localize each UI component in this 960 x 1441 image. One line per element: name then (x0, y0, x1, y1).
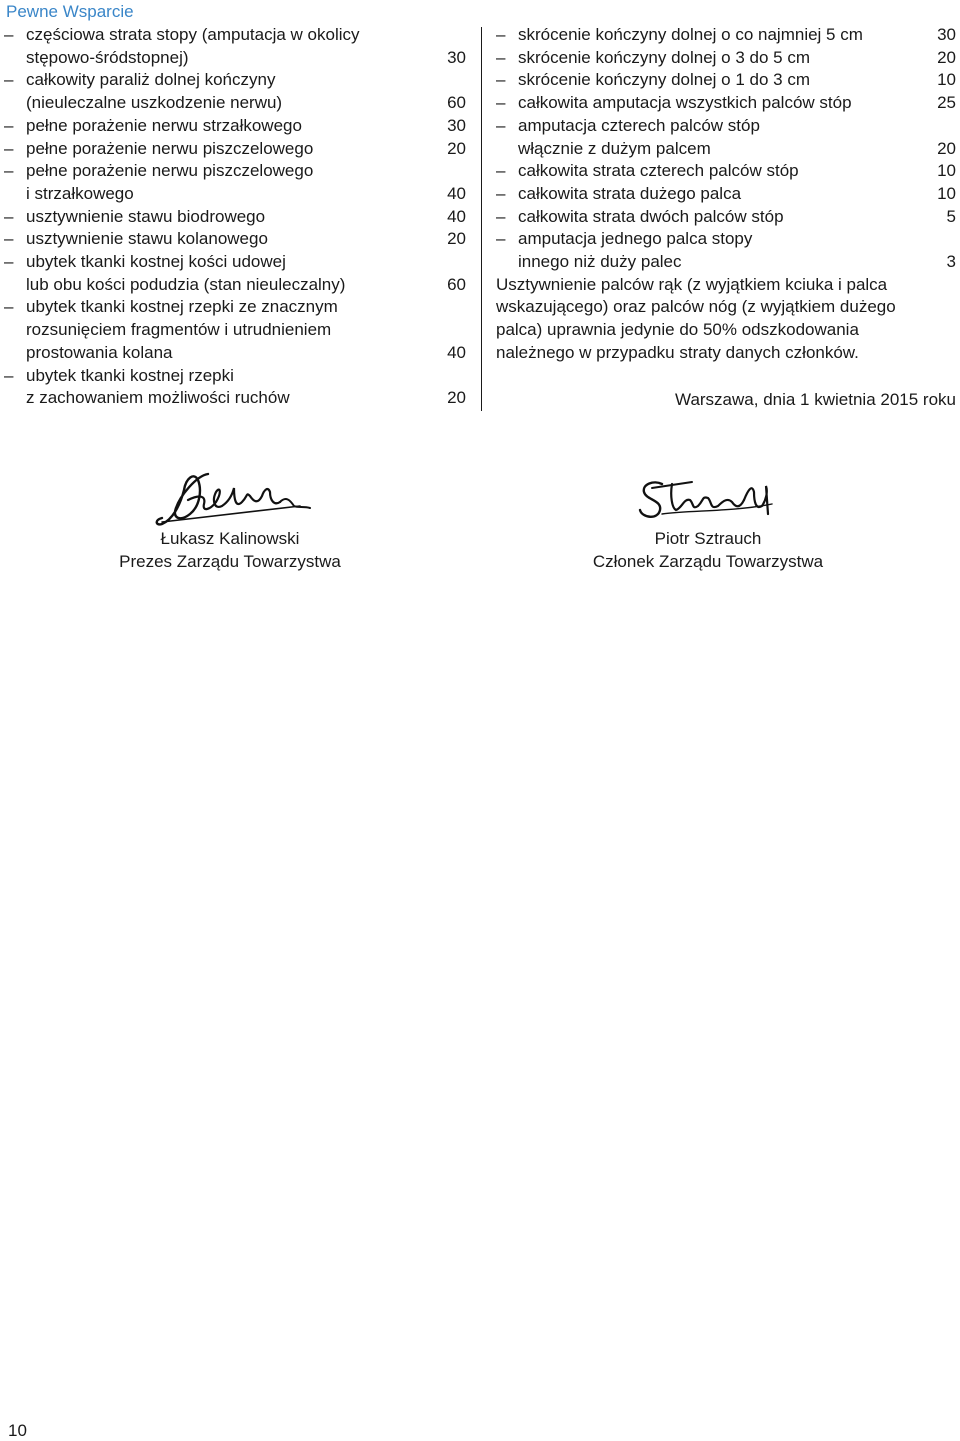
item-value: 3 (946, 252, 956, 272)
list-item (4, 115, 466, 138)
item-text: z zachowaniem możliwości ruchów (26, 388, 290, 408)
item-value: 10 (937, 70, 956, 90)
dash-bullet: – (496, 115, 506, 135)
list-item (4, 365, 466, 410)
dash-bullet: – (496, 70, 506, 90)
dash-bullet: – (496, 161, 506, 181)
item-text: włącznie z dużym palcem (518, 138, 711, 158)
right-column (496, 24, 956, 365)
item-value: 5 (946, 206, 956, 226)
list-item (496, 160, 956, 183)
list-item (496, 69, 956, 92)
item-text: lub obu kości podudzia (stan nieuleczalny) (26, 274, 346, 294)
item-text: skrócenie kończyny dolnej o 1 do 3 cm (518, 70, 810, 90)
item-value: 60 (447, 274, 466, 294)
signer-name: Piotr Sztrauch (654, 529, 762, 548)
signer-title: Prezes Zarządu Towarzystwa (119, 551, 341, 571)
dash-bullet: – (496, 183, 506, 203)
list-item (496, 228, 956, 273)
dash-bullet: – (4, 206, 14, 226)
list-item (4, 296, 466, 364)
signer-sztrauch (558, 528, 858, 573)
dash-bullet: – (496, 206, 506, 226)
list-item (4, 160, 466, 205)
item-text: ubytek tkanki kostnej rzepki ze znacznym (26, 297, 338, 317)
item-value: 25 (937, 93, 956, 113)
item-text: amputacja czterech palców stóp (518, 115, 760, 135)
list-item (4, 251, 466, 296)
stiffening-note (496, 274, 956, 365)
running-header: Pewne Wsparcie (6, 2, 134, 21)
dash-bullet: – (4, 229, 14, 249)
date-line: Warszawa, dnia 1 kwietnia 2015 roku (675, 390, 956, 409)
item-value: 60 (447, 93, 466, 113)
list-item (4, 206, 466, 229)
item-value: 10 (937, 161, 956, 181)
item-value: 30 (447, 47, 466, 67)
item-text: pełne porażenie nerwu piszczelowego (26, 138, 314, 158)
list-item (496, 183, 956, 206)
signature-sztrauch (632, 470, 782, 526)
item-text: rozsunięciem fragmentów i utrudnieniem (26, 320, 332, 340)
dash-bullet: – (4, 115, 14, 135)
item-text: prostowania kolana (26, 342, 173, 362)
dash-bullet: – (4, 297, 14, 317)
item-text: ubytek tkanki kostnej rzepki (26, 365, 234, 385)
list-item (4, 138, 466, 161)
signer-title: Członek Zarządu Towarzystwa (592, 551, 824, 571)
item-text: częściowa strata stopy (amputacja w okolicy (26, 25, 360, 44)
item-value: 30 (447, 115, 466, 135)
list-item (496, 24, 956, 47)
list-item (496, 92, 956, 115)
item-value: 20 (447, 229, 466, 249)
page-number: 10 (8, 1421, 27, 1440)
signature-kalinowski (150, 466, 315, 530)
list-item (4, 228, 466, 251)
left-column-list (4, 24, 466, 410)
item-value: 20 (937, 47, 956, 67)
item-text: ubytek tkanki kostnej kości udowej (26, 252, 286, 272)
note-line: palca) uprawnia jedynie do 50% odszkodowania (496, 320, 859, 340)
dash-bullet: – (496, 93, 506, 113)
item-value: 40 (447, 183, 466, 203)
item-text: całkowity paraliż dolnej kończyny (26, 70, 276, 90)
item-text: całkowita strata dwóch palców stóp (518, 206, 784, 226)
dash-bullet: – (496, 229, 506, 249)
dash-bullet: – (496, 47, 506, 67)
signer-name: Łukasz Kalinowski (160, 529, 300, 548)
item-value: 20 (937, 138, 956, 158)
item-text: skrócenie kończyny dolnej o 3 do 5 cm (518, 47, 810, 67)
item-text: całkowita strata czterech palców stóp (518, 161, 799, 181)
list-item (4, 69, 466, 114)
item-value: 30 (937, 25, 956, 44)
item-value: 20 (447, 138, 466, 158)
dash-bullet: – (496, 25, 506, 44)
signer-kalinowski (80, 528, 380, 573)
dash-bullet: – (4, 161, 14, 181)
list-item (496, 115, 956, 160)
item-text: innego niż duży palec (518, 252, 682, 272)
item-value: 20 (447, 388, 466, 408)
right-column-list (496, 24, 956, 274)
dash-bullet: – (4, 138, 14, 158)
dash-bullet: – (4, 252, 14, 272)
item-text: pełne porażenie nerwu piszczelowego (26, 161, 314, 181)
item-text: usztywnienie stawu kolanowego (26, 229, 268, 249)
item-text: usztywnienie stawu biodrowego (26, 206, 266, 226)
column-divider (481, 27, 482, 411)
item-text: pełne porażenie nerwu strzałkowego (26, 115, 302, 135)
item-text: całkowita strata dużego palca (518, 183, 742, 203)
item-text: stępowo-śródstopnej) (26, 47, 189, 67)
item-value: 10 (937, 183, 956, 203)
note-line: Usztywnienie palców rąk (z wyjątkiem kciuka i palca (496, 274, 888, 294)
dash-bullet: – (4, 25, 14, 44)
item-text: skrócenie kończyny dolnej o co najmniej 5 cm (518, 25, 863, 44)
note-line: należnego w przypadku straty danych członków. (496, 342, 859, 362)
item-text: amputacja jednego palca stopy (518, 229, 753, 249)
item-value: 40 (447, 206, 466, 226)
list-item (496, 206, 956, 229)
list-item (496, 47, 956, 70)
dash-bullet: – (4, 365, 14, 385)
item-text: i strzałkowego (26, 183, 134, 203)
dash-bullet: – (4, 70, 14, 90)
item-text: całkowita amputacja wszystkich palców stóp (518, 93, 852, 113)
item-value: 40 (447, 342, 466, 362)
note-line: wskazującego) oraz palców nóg (z wyjątkiem dużego (496, 297, 896, 317)
list-item (4, 24, 466, 69)
item-text: (nieuleczalne uszkodzenie nerwu) (26, 93, 283, 113)
